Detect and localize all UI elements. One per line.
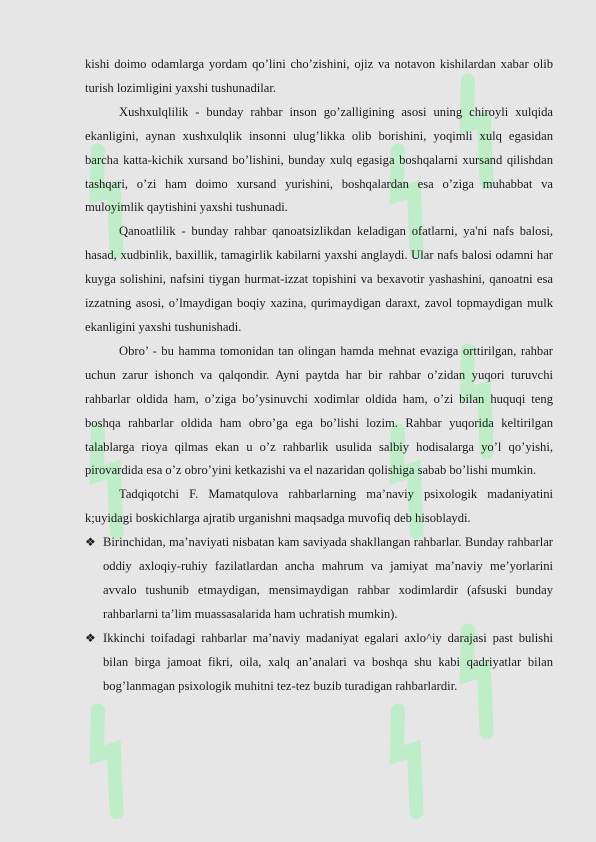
paragraph: kishi doimo odamlarga yordam qo’lini cho’zishini, ojiz va notavon kishilardan xabar olib turish lozimligini yaxshi tushunadilar. <box>85 57 553 95</box>
bullet-text: Ikkinchi toifadagi rahbarlar ma’naviy madaniyat egalari axlo^iy darajasi past bulishi bilan birga jamoat fikri, oila, xalq an’analari va boshqa shu kabi qadriyatlar bilan bog’lanmagan psixologik muhitni tez-tez buzib turadigan rahbarlardir. <box>103 630 553 693</box>
paragraph: Obro’ - bu hamma tomonidan tan olingan hamda mehnat evaziga orttirilgan, rahbar uchun zarur ishonch va qalqondir. Ayni paytda har bir rahbar o’zidan yuqori turuvchi rahbarlar oldida ham, o’ziga bo’ysinuvchi xodimlar oldida ham, o’zi bilan huquqi teng boshqa rahbarlar oldida ham obro’ga ega bo’lishi lozim. Rahbar yuqorida keltirilgan talablarga rioya qilmas ekan u o’z rahbarlik usulida salbiy hodisalarga yo’l qo’yishi, pirovardida esa o’z obro’yini ketkazishi va el nazaridan qolishiga sabab bo’lishi mumkin. <box>85 343 553 478</box>
document-body <box>85 53 553 698</box>
paragraph: Xushxulqlilik - bunday rahbar inson go’zalligining asosi uning chiroyli xulqida ekanligini, aynan xushxulqlik insonni ulug’likka olib borishini, yoqimli xulq egasidan barcha katta-kichik xursand bo’lishini, bunday xulq egasiga boshqalarni xursand qilishdan tashqari, o’zi ham doimo xursand yurishini, boshqalardan esa o’ziga muhabbat va muloyimlik qaytishini yaxshi tushunadi. <box>85 104 553 215</box>
bullet-item <box>85 627 553 699</box>
paragraph: Tadqiqotchi F. Mamatqulova rahbarlarning ma’naviy psixologik madaniyatini k;uyidagi boskichlarga ajratib urganishni maqsadga muvofiq deb hisoblaydi. <box>85 487 553 526</box>
bullet-text: Birinchidan, ma’naviyati nisbatan kam saviyada shakllangan rahbarlar. Bunday rahbarlar oddiy axloqiy-ruhiy fazilatlardan ancha mahrum va jamiyat ma’naviy me’yorlarini avvalo tushunib etmaydigan, mensimaydigan rahbar xodimlardir (afsuski bunday rahbarlarni ta’lim muassasalarida ham uchratish mumkin). <box>103 535 553 621</box>
diamond-bullet-icon: ❖ <box>85 535 96 550</box>
watermark-mark <box>80 700 140 820</box>
diamond-bullet-icon: ❖ <box>85 630 96 645</box>
watermark-mark <box>380 700 440 820</box>
bullet-item <box>85 531 553 627</box>
paragraph: Qanoatlilik - bunday rahbar qanoatsizlikdan keladigan ofatlarni, ya'ni nafs balosi, hasad, xudbinlik, baxillik, tamagirlik kabilarni yaxshi anglaydi. Ular nafs balosi odamni har kuyga solishini, nafsini tiygan hurmat-izzat topishini va bexavotir yashashini, qanoatni esa izzatning asosi, o’lmaydigan boqiy xazina, qurimaydigan daraxt, zavol topmaydigan mulk ekanligini yaxshi tushunishadi. <box>85 224 553 334</box>
